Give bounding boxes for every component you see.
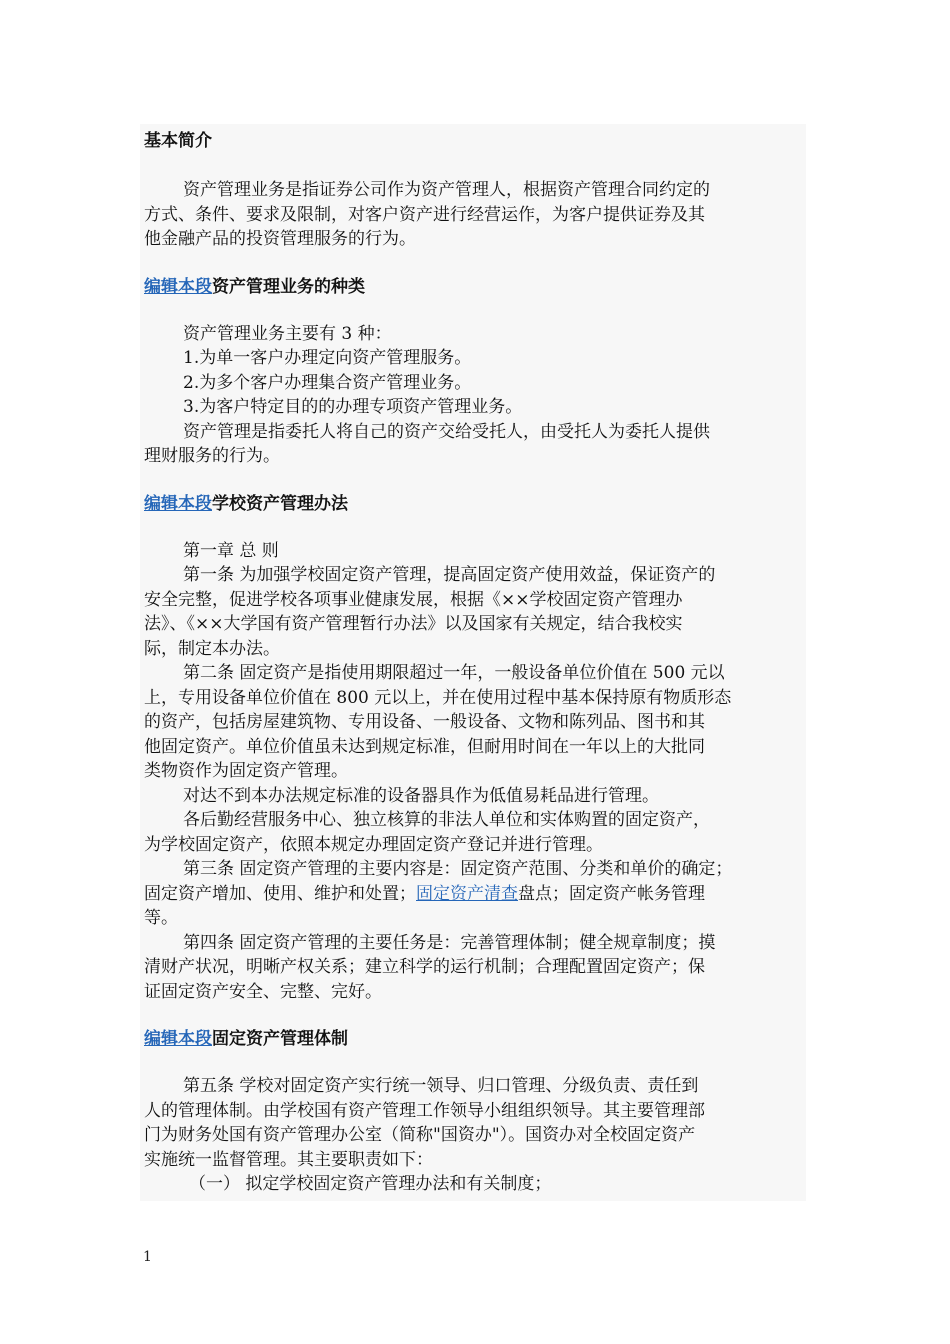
body-line: 为学校固定资产，依照本规定办理固定资产登记并进行管理。	[144, 834, 603, 855]
section-body-types	[144, 322, 802, 469]
section-heading-school	[144, 491, 802, 517]
body-text: 盘点；固定资产帐务管理	[518, 883, 705, 904]
body-line: 际，制定本办法。	[144, 638, 280, 659]
body-line: 1.为单一客户办理定向资产管理服务。	[183, 348, 472, 368]
body-line: 2.为多个客户办理集合资产管理业务。	[183, 372, 472, 393]
section-title: 学校资产管理办法	[212, 493, 348, 514]
body-line: 第一章 总 则	[183, 540, 279, 561]
body-line: 人的管理体制。由学校国有资产管理工作领导小组组织领导。其主要管理部	[144, 1100, 705, 1121]
body-line: 安全完整，促进学校各项事业健康发展，根据《××学校固定资产管理办	[144, 589, 683, 610]
intro-paragraph	[144, 178, 802, 252]
body-line: 对达不到本办法规定标准的设备器具作为低值易耗品进行管理。	[183, 785, 659, 806]
intro-line: 资产管理业务是指证券公司作为资产管理人，根据资产管理合同约定的	[183, 180, 710, 200]
section-body-system	[144, 1074, 802, 1197]
body-line: 证固定资产安全、完整、完好。	[144, 981, 382, 1002]
edit-section-link[interactable]: 编辑本段	[144, 493, 212, 514]
body-line: 实施统一监督管理。其主要职责如下：	[144, 1149, 433, 1170]
body-line: 的资产，包括房屋建筑物、专用设备、一般设备、文物和陈列品、图书和其	[144, 712, 705, 732]
intro-line: 他金融产品的投资管理服务的行为。	[144, 229, 416, 249]
doc-title: 基本简介	[144, 131, 212, 151]
section-body-school	[144, 539, 802, 1005]
body-line: （一） 拟定学校固定资产管理办法和有关制度；	[189, 1174, 552, 1194]
document-body	[140, 124, 806, 1201]
section-title: 资产管理业务的种类	[212, 276, 365, 297]
body-line: 他固定资产。单位价值虽未达到规定标准，但耐用时间在一年以上的大批同	[144, 736, 705, 757]
body-line: 上，专用设备单位价值在 800 元以上，并在使用过程中基本保持原有物质形态	[144, 687, 732, 708]
section-title: 固定资产管理体制	[212, 1029, 348, 1049]
body-line: 等。	[144, 908, 178, 928]
body-line: 3.为客户特定目的的办理专项资产管理业务。	[183, 397, 523, 417]
body-line: 第二条 固定资产是指使用期限超过一年，一般设备单位价值在 500 元以	[183, 663, 725, 683]
body-text: 固定资产增加、使用、维护和处置；	[144, 883, 416, 904]
body-line: 资产管理业务主要有 3 种：	[183, 323, 392, 344]
body-line: 门为财务处国有资产管理办公室（简称"国资办"）。国资办对全校固定资产	[144, 1125, 696, 1145]
body-line: 各后勤经营服务中心、独立核算的非法人单位和实体购置的固定资产，	[183, 810, 710, 830]
section-heading-types	[144, 274, 802, 300]
body-line: 清财产状况，明晰产权关系；建立科学的运行机制；合理配置固定资产；保	[144, 957, 705, 977]
body-line-with-link	[144, 882, 802, 907]
body-line: 类物资作为固定资产管理。	[144, 761, 348, 781]
body-line: 第一条 为加强学校固定资产管理，提高固定资产使用效益，保证资产的	[183, 565, 716, 585]
edit-section-link[interactable]: 编辑本段	[144, 1029, 212, 1049]
body-line: 法》、《××大学国有资产管理暂行办法》以及国家有关规定，结合我校实	[144, 614, 683, 634]
body-line: 第五条 学校对固定资产实行统一领导、归口管理、分级负责、责任到	[183, 1076, 699, 1096]
intro-line: 方式、条件、要求及限制，对客户资产进行经营运作，为客户提供证券及其	[144, 204, 705, 225]
body-line: 第四条 固定资产管理的主要任务是：完善管理体制；健全规章制度；摸	[183, 932, 716, 953]
body-line: 理财服务的行为。	[144, 446, 280, 466]
body-line: 资产管理是指委托人将自己的资产交给受托人，由受托人为委托人提供	[183, 421, 710, 442]
section-heading-system	[144, 1026, 802, 1052]
page-number: 1	[143, 1249, 152, 1265]
body-line: 第三条 固定资产管理的主要内容是：固定资产范围、分类和单价的确定；	[183, 859, 733, 879]
asset-inventory-link[interactable]: 固定资产清查	[416, 883, 518, 904]
edit-section-link[interactable]: 编辑本段	[144, 276, 212, 297]
